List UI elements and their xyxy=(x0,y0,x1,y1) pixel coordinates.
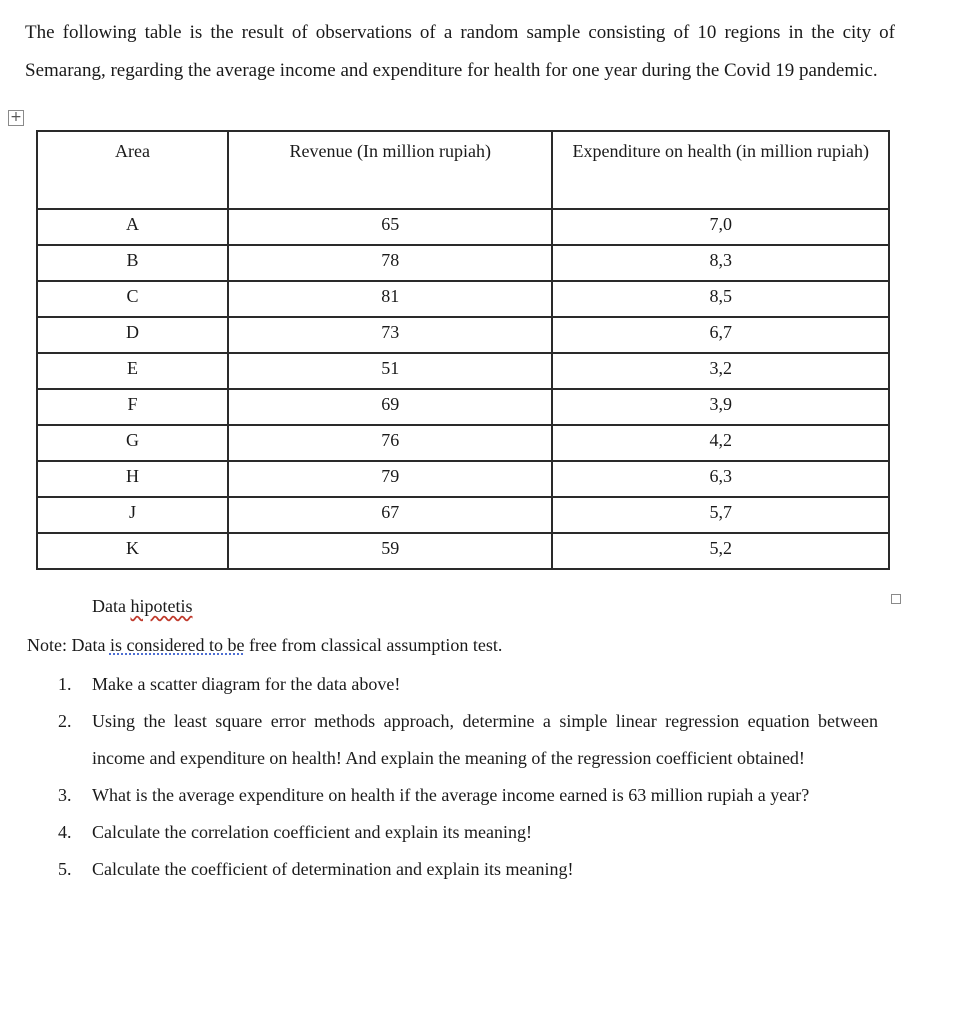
question-number: 4. xyxy=(58,822,72,842)
table-row xyxy=(37,245,889,281)
caption-word: hipotetis xyxy=(130,596,193,616)
question-text: What is the average expenditure on health if the average income earned is 63 million rupiah a year? xyxy=(92,785,810,805)
list-item xyxy=(0,666,878,703)
cell-revenue: 69 xyxy=(228,389,552,425)
cell-area: F xyxy=(37,389,228,425)
note-line xyxy=(27,632,502,658)
table-row xyxy=(37,389,889,425)
cell-expenditure: 8,5 xyxy=(552,281,889,317)
cell-expenditure: 5,7 xyxy=(552,497,889,533)
cell-area: A xyxy=(37,209,228,245)
header-revenue: Revenue (In million rupiah) xyxy=(228,131,552,209)
cell-expenditure: 7,0 xyxy=(552,209,889,245)
cell-revenue: 65 xyxy=(228,209,552,245)
cell-area: D xyxy=(37,317,228,353)
question-list xyxy=(0,666,878,888)
table-row xyxy=(37,353,889,389)
header-expenditure: Expenditure on health (in million rupiah) xyxy=(552,131,889,209)
note-underlined: is considered to be xyxy=(109,635,245,655)
cell-area: G xyxy=(37,425,228,461)
question-number: 2. xyxy=(58,711,72,731)
list-item xyxy=(0,703,878,777)
table-row xyxy=(37,281,889,317)
cell-expenditure: 4,2 xyxy=(552,425,889,461)
table-header-row xyxy=(37,131,889,209)
cell-revenue: 59 xyxy=(228,533,552,569)
header-area: Area xyxy=(37,131,228,209)
cell-revenue: 73 xyxy=(228,317,552,353)
cell-expenditure: 3,9 xyxy=(552,389,889,425)
cell-revenue: 81 xyxy=(228,281,552,317)
table-row xyxy=(37,425,889,461)
list-item xyxy=(0,851,878,888)
cell-expenditure: 5,2 xyxy=(552,533,889,569)
question-number: 1. xyxy=(58,674,72,694)
table-row xyxy=(37,209,889,245)
question-text: Calculate the coefficient of determination and explain its meaning! xyxy=(92,859,574,879)
table-resize-handle[interactable] xyxy=(891,594,901,604)
list-item xyxy=(0,814,878,851)
question-text: Calculate the correlation coefficient and explain its meaning! xyxy=(92,822,532,842)
table-caption xyxy=(92,594,192,618)
cell-area: B xyxy=(37,245,228,281)
cell-revenue: 79 xyxy=(228,461,552,497)
cell-revenue: 76 xyxy=(228,425,552,461)
cell-revenue: 78 xyxy=(228,245,552,281)
cell-expenditure: 8,3 xyxy=(552,245,889,281)
cell-area: C xyxy=(37,281,228,317)
question-text: Using the least square error methods approach, determine a simple linear regression equation between income and expenditure on health! And explain the meaning of the regression coefficient obtained! xyxy=(92,711,878,768)
cell-expenditure: 3,2 xyxy=(552,353,889,389)
move-icon[interactable]: + xyxy=(8,110,24,126)
question-number: 3. xyxy=(58,785,72,805)
question-number: 5. xyxy=(58,859,72,879)
cell-expenditure: 6,7 xyxy=(552,317,889,353)
cell-area: J xyxy=(37,497,228,533)
note-prefix: Note: Data xyxy=(27,635,110,655)
note-suffix: free from classical assumption test. xyxy=(244,635,503,655)
table-row xyxy=(37,497,889,533)
table-row xyxy=(37,533,889,569)
cell-revenue: 51 xyxy=(228,353,552,389)
caption-prefix: Data xyxy=(92,596,131,616)
list-item xyxy=(0,777,878,814)
cell-revenue: 67 xyxy=(228,497,552,533)
cell-area: K xyxy=(37,533,228,569)
data-table xyxy=(36,130,890,570)
cell-area: H xyxy=(37,461,228,497)
intro-paragraph: The following table is the result of observations of a random sample consisting of 10 regions in the city of Semarang, regarding the average income and expenditure for health for one year during the Covid 19 pandemic. xyxy=(25,22,895,81)
question-text: Make a scatter diagram for the data above! xyxy=(92,674,401,694)
table-row xyxy=(37,317,889,353)
cell-area: E xyxy=(37,353,228,389)
cell-expenditure: 6,3 xyxy=(552,461,889,497)
table-row xyxy=(37,461,889,497)
